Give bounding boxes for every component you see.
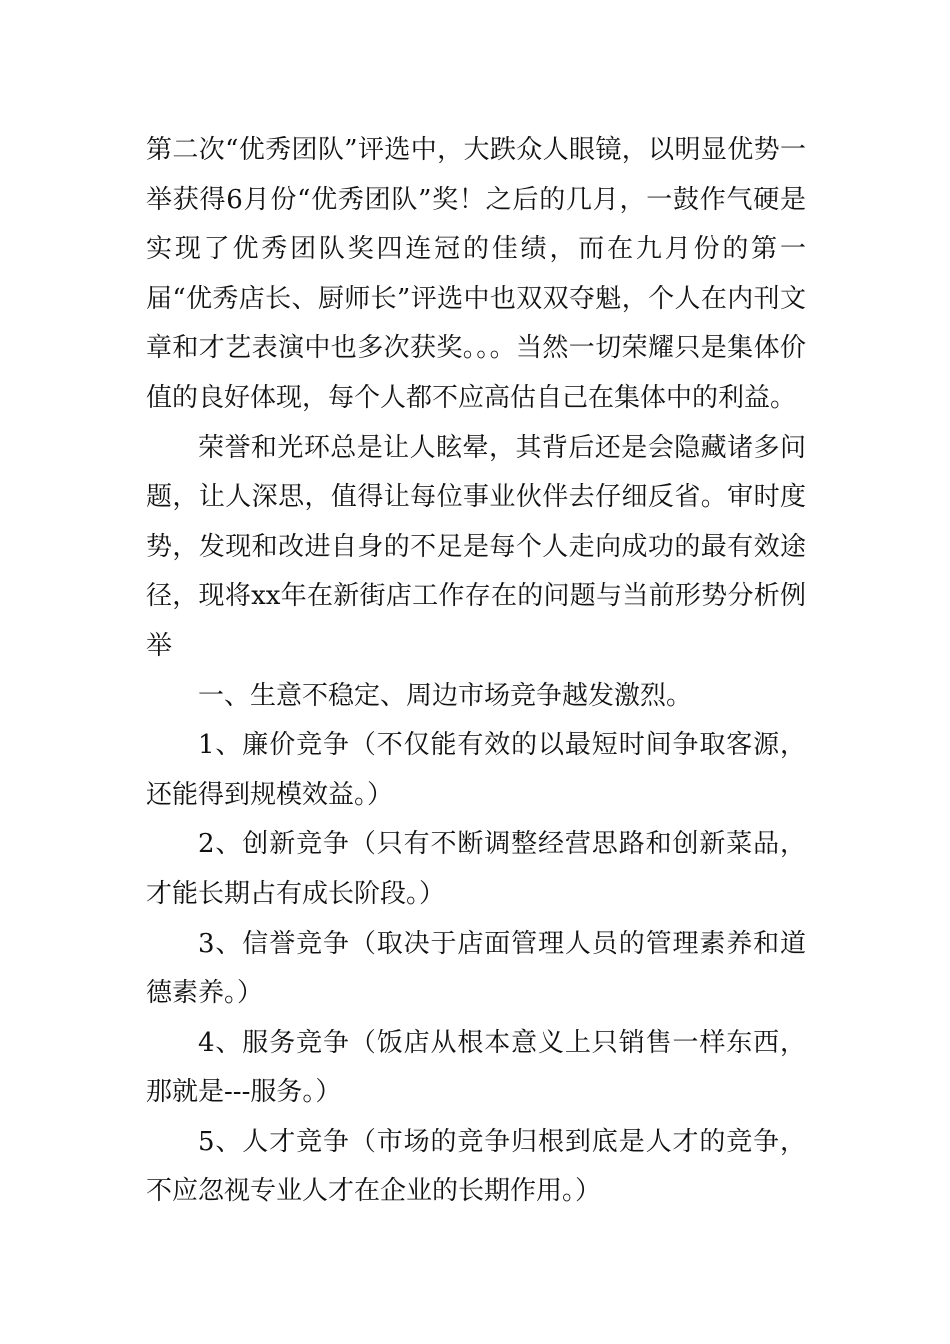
list-item-reputation-competition: 3、信誉竞争（取决于店面管理人员的管理素养和道德素养。） <box>146 928 806 1009</box>
paragraph-achievements: 第二次“优秀团队”评选中，大跌众人眼镜，以明显优势一举获得6月份“优秀团队”奖！之后的几月，一鼓作气硬是实现了优秀团队奖四连冠的佳绩，而在九月份的第一届“优秀店长、厨师长”评选中也双双夺魁，个人在内刊文章和才艺表演中也多次获奖。。。当然一切荣耀只是集体价值的良好体现，每个人都不应高估自己在集体中的利益。 <box>146 135 806 413</box>
list-item-service-competition: 4、服务竞争（饭店从根本意义上只销售一样东西，那就是---服务。） <box>146 1027 806 1108</box>
list-item-talent-competition: 5、人才竞争（市场的竞争归根到底是人才的竞争，不应忽视专业人才在企业的长期作用。） <box>146 1126 806 1207</box>
list-item-price-competition: 1、廉价竞争（不仅能有效的以最短时间争取客源，还能得到规模效益。） <box>146 730 806 810</box>
section-heading-competition: 一、生意不稳定、周边市场竞争越发激烈。 <box>198 680 693 711</box>
paragraph-reflection: 荣誉和光环总是让人眩晕，其背后还是会隐藏诸多问题，让人深思，值得让每位事业伙伴去仔细反省。审时度势，发现和改进自身的不足是每个人走向成功的最有效途径，现将xx年在新街店工作存在的问题与当前形势分析例举 <box>146 432 806 661</box>
list-item-innovation-competition: 2、创新竞争（只有不断调整经营思路和创新菜品，才能长期占有成长阶段。） <box>146 829 806 909</box>
document-page <box>146 126 806 1217</box>
